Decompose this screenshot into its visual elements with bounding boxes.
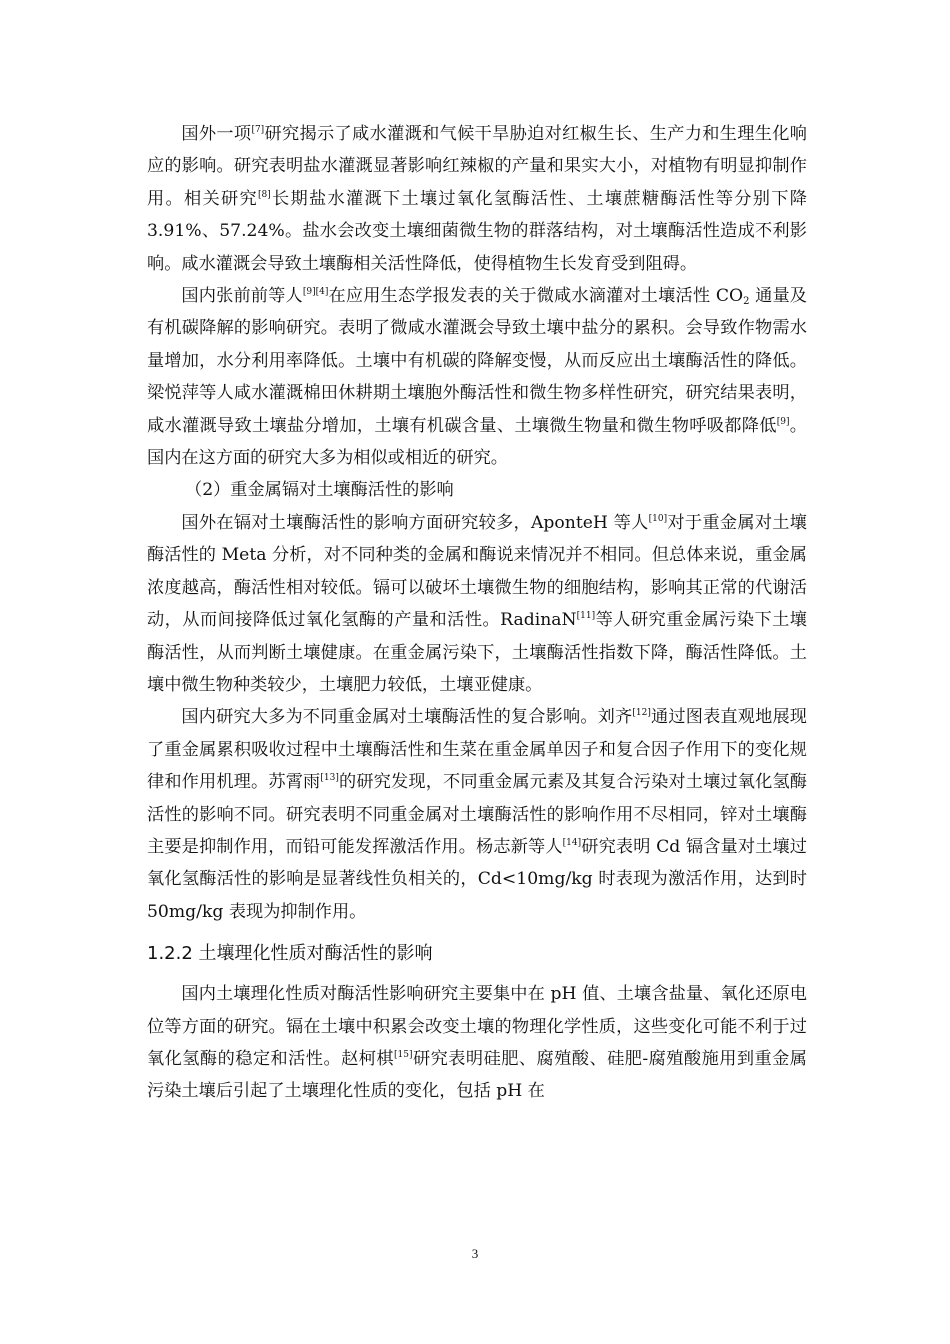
text-run: 等人研究重金属污染下土壤酶活性，从而判断土壤健康。在重金属污染下，土壤酶活性指数下降，酶活性降低。土壤中微生物种类较少，土壤肥力较低，土壤亚健康。 xyxy=(147,610,807,695)
text-run: 研究表明硅肥、腐殖酸、硅肥-腐殖酸施用到重金属污染土壤后引起了土壤理化性质的变化，包括 pH 在 xyxy=(147,1048,807,1102)
text-run: 国外在镉对土壤酶活性的影响方面研究较多，AponteH 等人 xyxy=(181,512,649,533)
citation: [9][4] xyxy=(302,287,329,298)
text-run: 通量及有机碳降解的影响研究。表明了微咸水灌溉会导致土壤中盐分的累积。会导致作物需水量增加，水分利用率降低。土壤中有机碳的降解变慢，从而反应出土壤酶活性的降低。梁悦萍等人咸水灌溉棉田休耕期土壤胞外酶活性和微生物多样性研究，研究结果表明，咸水灌溉导致土壤盐分增加，土壤有机碳含量、土壤微生物量和微生物呼吸都降低 xyxy=(147,286,807,436)
text-run: 的研究发现，不同重金属元素及其复合污染对土壤过氧化氢酶活性的影响不同。研究表明不同重金属对土壤酶活性的影响作用不尽相同，锌对土壤酶主要是抑制作用，而铅可能发挥激活作用。杨志新等人 xyxy=(147,772,807,857)
citation: [10] xyxy=(648,513,668,524)
text-run: 国内研究大多为不同重金属对土壤酶活性的复合影响。刘齐 xyxy=(181,707,633,728)
text-run: 在应用生态学报发表的关于微咸水滴灌对土壤活性 CO xyxy=(328,286,744,307)
text-run: 。国内在这方面的研究大多为相似或相近的研究。 xyxy=(147,415,807,469)
paragraph-domestic-saline-irrigation xyxy=(147,280,807,474)
citation: [15] xyxy=(394,1049,413,1060)
body-text xyxy=(147,118,807,1108)
page-number: 3 xyxy=(471,1246,479,1261)
text-run: 研究表明 Cd 镉含量对土壤过氧化氢酶活性的影响是显著线性负相关的，Cd<10mg/kg 时表现为激活作用，达到时 50mg/kg 表现为抑制作用。 xyxy=(147,836,807,922)
subscript: 2 xyxy=(743,296,750,308)
citation: [7] xyxy=(251,125,265,135)
text-run: 国内土壤理化性质对酶活性影响研究主要集中在 pH 值、土壤含盐量、氧化还原电位等方面的研究。镉在土壤中积累会改变土壤的物理化学性质，这些变化可能不利于过氧化氢酶的稳定和活性。赵柯棋 xyxy=(147,984,807,1069)
section-heading: 1.2.2 土壤理化性质对酶活性的影响 xyxy=(147,943,433,965)
citation: [9] xyxy=(776,416,790,427)
citation: [8] xyxy=(257,189,271,200)
text-run: 研究揭示了咸水灌溉和气候干旱胁迫对红椒生长、生产力和生理生化响应的影响。研究表明盐水灌溉显著影响红辣椒的产量和果实大小，对植物有明显抑制作用。相关研究 xyxy=(147,124,807,209)
paragraph-foreign-cadmium xyxy=(147,507,807,701)
text-run: 对于重金属对土壤酶活性的 Meta 分析，对不同种类的金属和酶说来情况并不相同。但总体来说，重金属浓度越高，酶活性相对较低。镉可以破坏土壤微生物的细胞结构，影响其正常的代谢活动，从而间接降低过氧化氢酶的产量和活性。RadinaN xyxy=(147,512,807,631)
text-run: 国内张前前等人 xyxy=(181,286,303,307)
paragraph-soil-properties xyxy=(147,978,807,1108)
subheading-cadmium: （2）重金属镉对土壤酶活性的影响 xyxy=(185,480,454,501)
paragraph-domestic-heavy-metal xyxy=(147,701,807,928)
citation: [14] xyxy=(562,837,582,848)
text-run: 国外一项 xyxy=(181,124,252,144)
text-run: 通过图表直观地展现了重金属累积吸收过程中土壤酶活性和生菜在重金属单因子和复合因子作用下的变化规律和作用机理。苏霄雨 xyxy=(147,707,807,793)
citation: [12] xyxy=(632,708,651,719)
paragraph-foreign-saline-irrigation xyxy=(147,118,807,280)
text-run: 长期盐水灌溉下土壤过氧化氢酶活性、土壤蔗糖酶活性等分别下降 3.91%、57.24%。盐水会改变土壤细菌微生物的群落结构，对土壤酶活性造成不利影响。咸水灌溉会导致土壤酶相关活性降低，使得植物生长发育受到阻碍。 xyxy=(147,188,807,274)
citation: [11] xyxy=(576,611,596,622)
citation: [13] xyxy=(320,773,339,784)
